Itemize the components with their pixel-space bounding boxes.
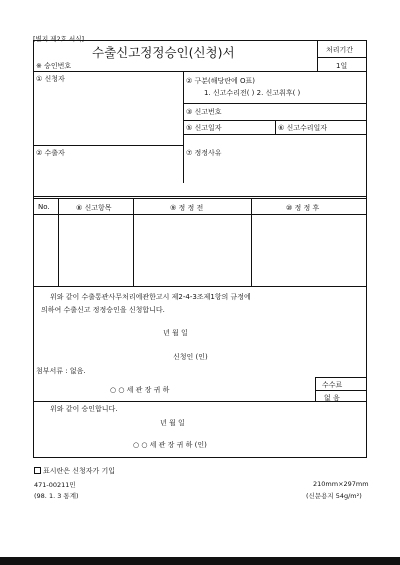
fee-value: 없 음 (324, 394, 340, 402)
paper-size: 210mm×297mm (313, 480, 369, 488)
division-options: 1. 신고수리전( ) 2. 신고취후( ) (204, 89, 301, 97)
acceptance-date-label: ⑥ 신고수리일자 (278, 124, 328, 132)
form-number: [별지 제2호 서식] (33, 35, 85, 43)
table-col-divider-3 (251, 198, 252, 286)
date-row-bottom-line (183, 134, 367, 135)
table-header-before: ⑨ 정 정 전 (170, 204, 204, 212)
table-top-line (33, 198, 367, 199)
applicant-label: ① 신청자 (36, 75, 65, 83)
applicant-divider (183, 71, 184, 183)
fee-split-line (315, 390, 367, 391)
period-split-line (317, 57, 367, 58)
table-header-item: ⑧ 신고항목 (76, 204, 112, 212)
statement-line-1: 위와 같이 수출통관사무처리에관한고시 제2-4-3조제1항의 규정에 (50, 293, 251, 301)
date-divider (275, 120, 276, 134)
correction-reason-label: ⑦ 정정사유 (186, 149, 222, 157)
approval-text: 위와 같이 승인합니다. (50, 405, 118, 413)
applicant-signature: 신청인 (인) (173, 353, 208, 361)
report-date-label: ⑤ 신고일자 (186, 124, 222, 132)
exporter-bottom-line (33, 196, 367, 197)
footer-date-note: (98. 1. 3 통계) (34, 492, 79, 500)
table-bottom-line (33, 286, 367, 287)
bottom-bar (0, 557, 400, 565)
table-header-no: No. (38, 203, 50, 211)
applicant-bottom-line (33, 145, 183, 146)
table-header-bottom-line (33, 214, 367, 215)
table-col-divider-1 (58, 198, 59, 286)
fee-label: 수수료 (322, 381, 343, 389)
attachments-label: 첨부서류 : 없음. (36, 367, 86, 375)
footer-note (34, 466, 115, 476)
footer-code: 471-00211민 (34, 481, 76, 489)
report-number-label: ③ 신고번호 (186, 108, 222, 116)
exporter-label: ② 수출자 (36, 149, 65, 157)
statement-bottom-line (33, 401, 367, 402)
table-header-after: ⑩ 정 정 후 (286, 204, 320, 212)
fee-divider (315, 377, 316, 401)
approval-signature: ○ ○ 세 관 장 귀 하 (인) (133, 441, 207, 449)
paper-spec: (신문용지 54g/m²) (306, 492, 362, 500)
table-col-divider-2 (133, 198, 134, 286)
footer-note-text: 표시란은 신청자가 기입 (43, 467, 116, 475)
approval-date: 년 월 일 (160, 419, 185, 427)
division-label: ② 구분(해당란에 O표) (186, 77, 256, 85)
approval-number-label: ※ 승인번호 (36, 62, 72, 70)
application-date: 년 월 일 (163, 329, 188, 337)
form-title: 수출신고정정승인(신청)서 (92, 45, 235, 60)
division-bottom-line (183, 103, 367, 104)
fee-top-line (315, 377, 367, 378)
period-divider (317, 40, 318, 71)
processing-period-value: 1일 (336, 62, 348, 70)
title-bottom-line (33, 71, 367, 72)
checkbox-icon (34, 467, 41, 474)
statement-line-2: 의하여 수출신고 정정승인을 신청합니다. (41, 306, 165, 314)
customs-head-addressee: ○ ○ 세 관 장 귀 하 (110, 386, 170, 394)
processing-period-label: 처리기간 (326, 46, 354, 54)
